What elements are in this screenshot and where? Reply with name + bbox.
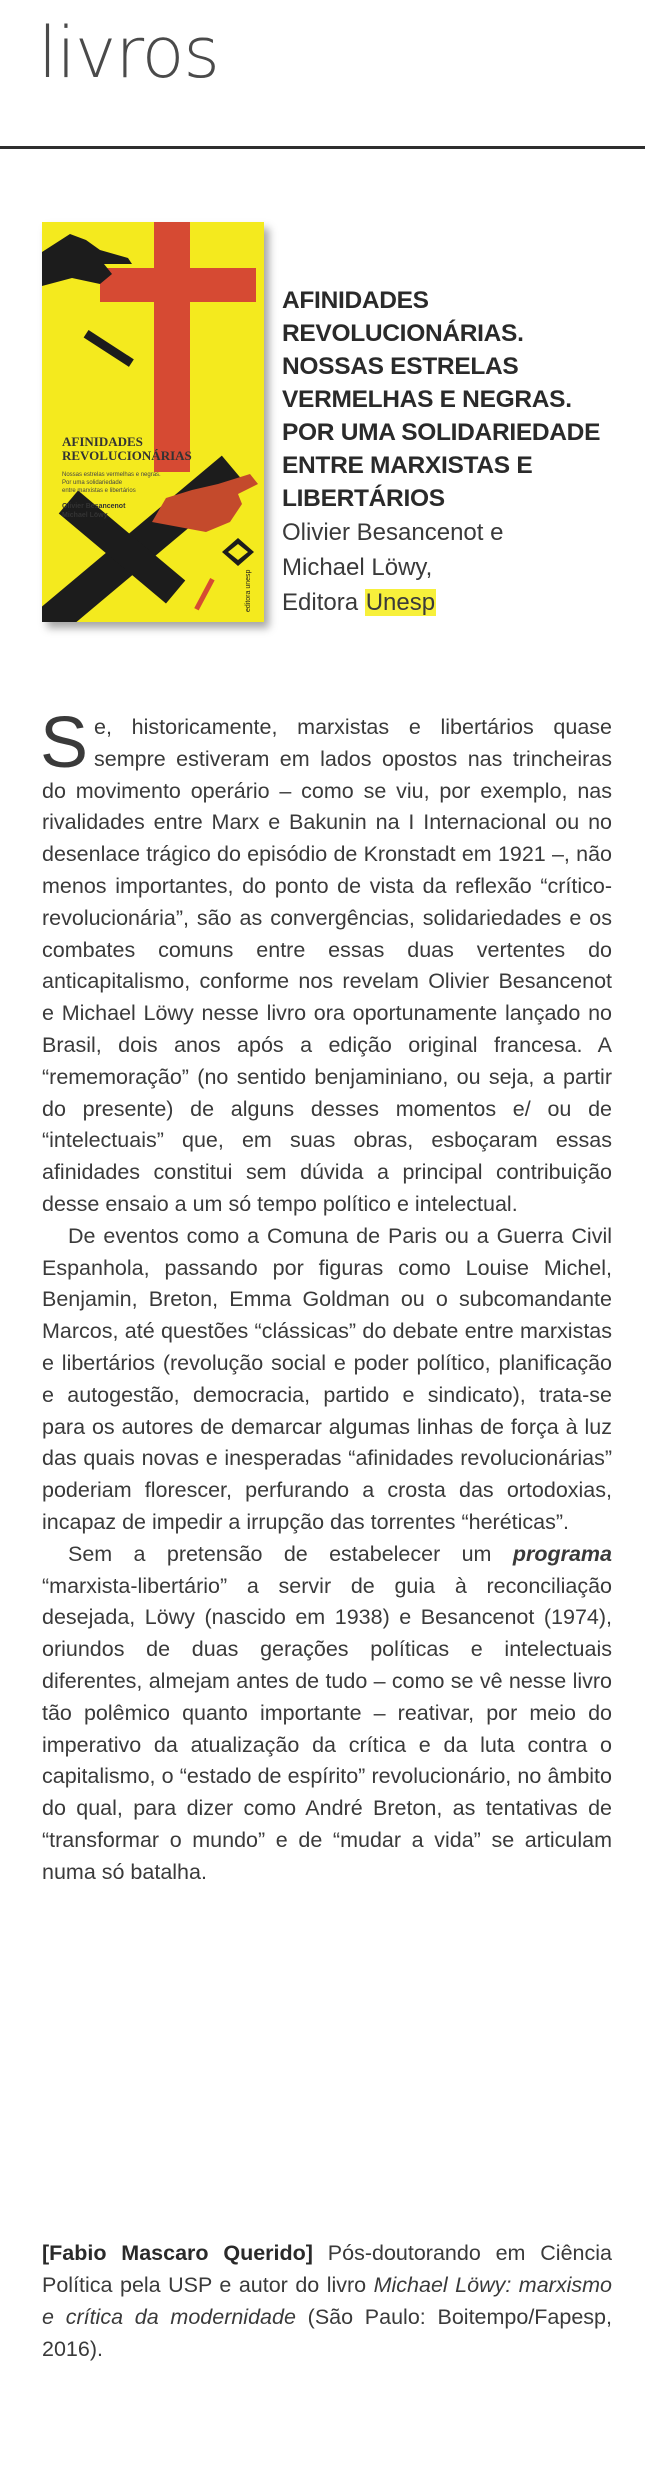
review-body: [40, 703, 612, 1888]
cover-red-cross-horizontal: [100, 268, 256, 302]
book-publisher: [282, 585, 622, 620]
section-title: livros: [38, 12, 219, 94]
cover-red-cross-vertical: [154, 222, 190, 472]
cover-subtitle-line1: Nossas estrelas vermelhas e negras.: [62, 472, 161, 478]
book-cover-illustration: [42, 222, 264, 622]
book-publisher-name: Unesp: [365, 589, 436, 616]
book-authors-line1: Olivier Besancenot e: [282, 519, 504, 546]
book-info: [282, 284, 622, 620]
book-publisher-prefix: Editora: [282, 589, 365, 616]
cover-subtitle-line3: entre marxistas e libertários: [62, 488, 136, 494]
book-title: AFINIDADES REVOLUCIONÁRIAS. NOSSAS ESTRELAS VERMELHAS E NEGRAS. POR UMA SOLIDARIEDADE ENTRE MARXISTAS E LIBERTÁRIOS: [282, 287, 601, 512]
book-authors: [282, 515, 622, 620]
cover-author2: Michael Löwy: [62, 512, 108, 519]
review-paragraph-3-after: “marxista-libertário” a servir de guia à reconciliação desejada, Löwy (nascido em 1938) e Besancenot (1974), oriundos de duas gerações políticas e intelectuais diferentes, almejam antes de tudo – como se vê nesse livro tão polêmico quanto importante – reativar, por meio do imperativo da atualização da crítica e da luta contra o capitalismo, o “estado de espírito” revolucionário, no âmbito do qual, para dizer como André Breton, as tentativas de “transformar o mundo” e de “mudar a vida” se articulam numa só batalha.: [42, 1573, 612, 1884]
cover-title-line2: REVOLUCIONÁRIAS: [62, 448, 192, 463]
reviewer-bio-before: Pós-doutorando em Ciência Política pela USP e autor do livro: [42, 2241, 612, 2297]
reviewer-bio: [42, 2237, 612, 2365]
cover-title-line1: AFINIDADES: [62, 434, 143, 449]
review-paragraph-1: [40, 703, 612, 1221]
section-divider: [0, 146, 645, 149]
reviewer-bio-after: (São Paulo: Boitempo/Fapesp, 2016).: [42, 2305, 612, 2361]
cover-author1: Olivier Besancenot: [62, 503, 126, 510]
review-paragraph-2: De eventos como a Comuna de Paris ou a Guerra Civil Espanhola, passando por figuras como Louise Michel, Benjamin, Breton, Emma Goldman ou o subcomandante Marcos, até questões “clássicas” do debate entre marxistas e libertários (revolução social e poder político, planificação e autogestão, democracia, partido e sindicato), trata-se para os autores de demarcar algumas linhas de força à luz das quais novas e inesperadas “afinidades revolucionárias” poderiam florescer, perfurando a crosta das ortodoxias, incapaz de impedir a irrupção das torrentes “heréticas”.: [42, 1223, 612, 1534]
dropcap: S: [40, 703, 89, 783]
reviewer-book-title: Michael Löwy: marxismo e crítica da modernidade: [42, 2273, 612, 2329]
review-paragraph-3: [42, 1539, 612, 1889]
cover-subtitle-line2: Por uma solidariedade: [62, 480, 123, 486]
book-authors-line2: Michael Löwy,: [282, 554, 433, 581]
cover-publisher-logo: editora unesp: [245, 569, 252, 612]
review-paragraph-3-before: Sem a pretensão de estabelecer um: [68, 1541, 513, 1566]
review-paragraph-1-text: e, historicamente, marxistas e libertários quase sempre estiveram em lados opostos nas trincheiras do movimento operário – como se viu, por exemplo, nas rivalidades entre Marx e Bakunin na I Internacional ou no desenlace trágico do episódio de Kronstadt em 1921 –, não menos importantes, do ponto de vista da reflexão “crítico-revolucionária”, são as convergências, solidariedades e os combates comuns entre essas duas vertentes do anticapitalismo, conforme nos revelam Olivier Besancenot e Michael Löwy nesse livro ora oportunamente lançado no Brasil, dois anos após a edição original francesa. A “rememoração” (no sentido benjaminiano, ou seja, a partir do presente) de alguns desses momentos e/ ou de “intelectuais” que, em suas obras, esboçaram essas afinidades constitui sem dúvida a principal contribuição desse ensaio a um só tempo político e intelectual.: [42, 715, 612, 1216]
review-paragraph-3-emphasis: programa: [512, 1541, 612, 1566]
reviewer-name: [Fabio Mascaro Querido]: [42, 2241, 313, 2265]
book-cover: [42, 222, 264, 622]
